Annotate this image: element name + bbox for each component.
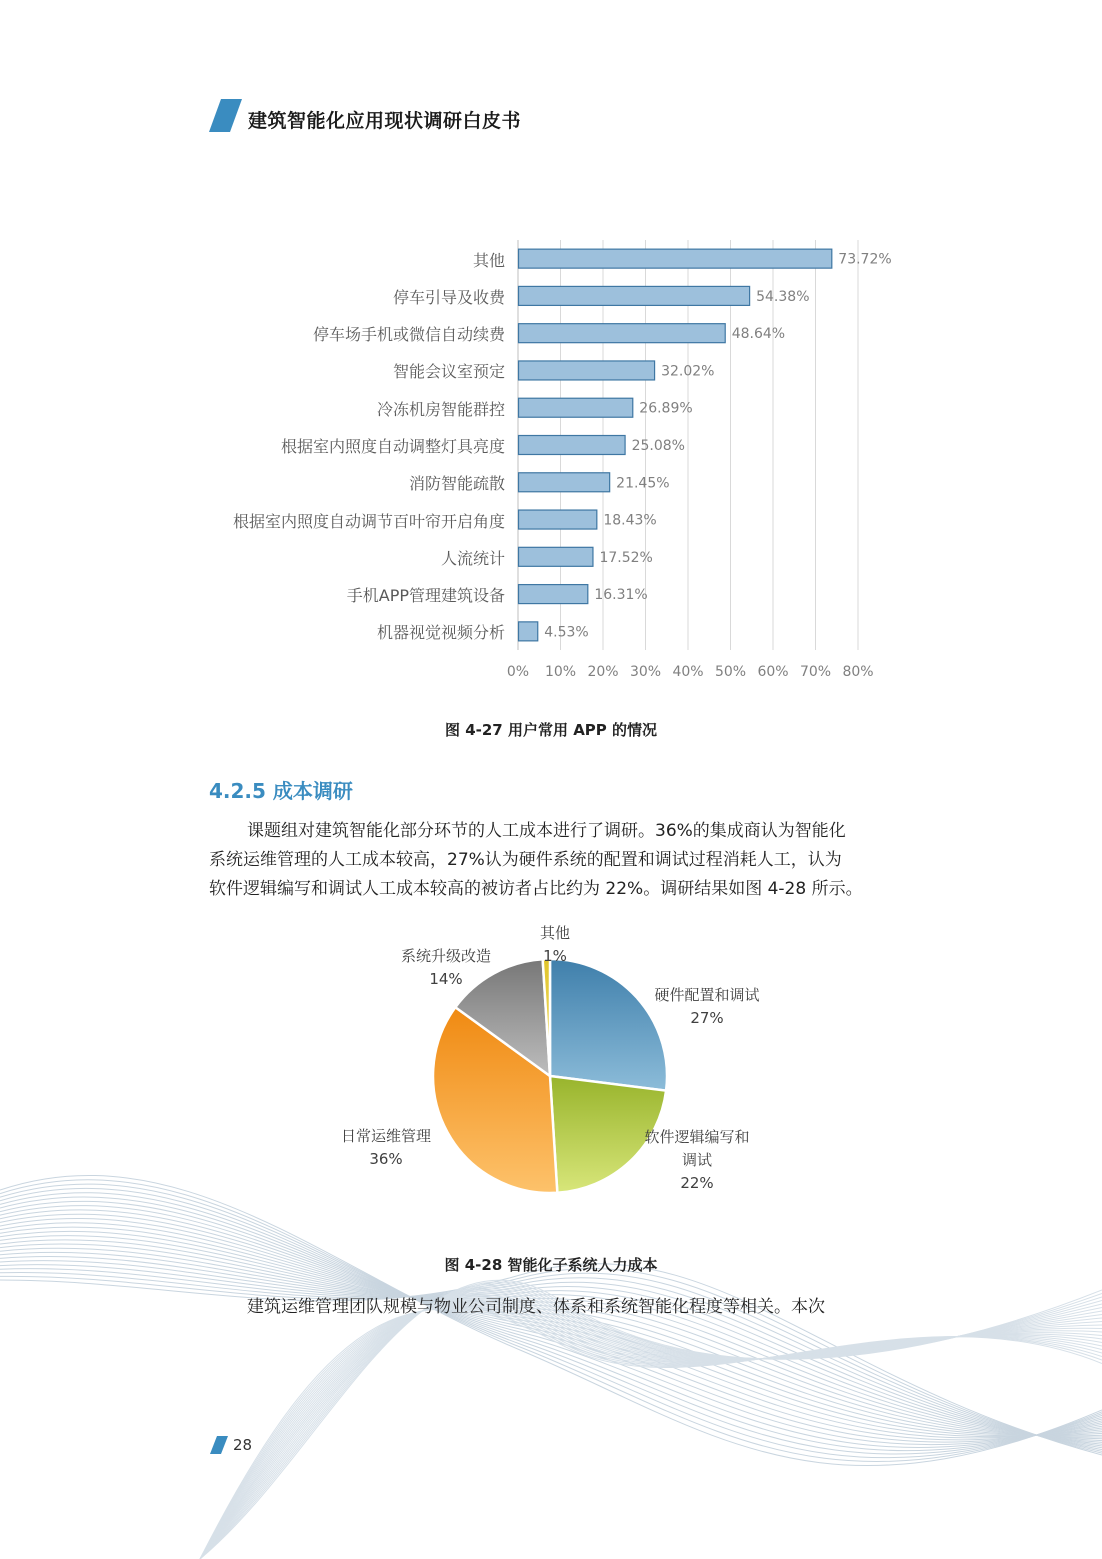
x-tick-label: 50%	[714, 664, 747, 680]
wave-line	[0, 1261, 1102, 1446]
wave-line	[200, 1300, 1102, 1559]
wave-line	[200, 1301, 1102, 1559]
bar	[519, 510, 597, 529]
pie-slice-value-label: 1%	[543, 947, 567, 965]
figure1-caption: 图 4-27 用户常用 APP 的情况	[444, 721, 658, 739]
wave-line	[0, 1206, 1102, 1442]
bar-category-label: 机器视觉视频分析	[376, 623, 505, 643]
bar-category-label: 停车场手机或微信自动续费	[312, 325, 505, 345]
x-tick-label: 80%	[842, 664, 874, 680]
bar-category-label: 根据室内照度自动调节百叶帘开启角度	[232, 511, 505, 531]
bar-value-label: 21.45%	[616, 475, 670, 492]
bar-chart-category-labels	[0, 230, 505, 670]
footer-accent-icon	[210, 1436, 228, 1454]
bar	[519, 436, 626, 455]
pie-slice-label: 硬件配置和调试	[654, 986, 760, 1004]
pie-slice-value-label: 22%	[680, 1174, 714, 1192]
header-accent-icon	[209, 99, 243, 133]
bar-category-label: 智能会议室预定	[392, 362, 505, 382]
pie-slice-value-label: 36%	[369, 1150, 403, 1168]
bar	[519, 249, 832, 268]
bar-category-label: 停车引导及收费	[392, 287, 505, 307]
header-title: 建筑智能化应用现状调研白皮书	[248, 110, 522, 132]
bar-category-label: 其他	[472, 250, 505, 270]
bar-value-label: 25.08%	[631, 438, 685, 454]
bar-value-label: 32.02%	[661, 363, 715, 380]
pie-slice-label: 软件逻辑编写和	[644, 1128, 750, 1146]
wave-line	[200, 1282, 1102, 1559]
paragraph-line-3: 软件逻辑编写和调试人工成本较高的被访者占比约为 22%。调研结果如图 4-28 所示。	[209, 879, 863, 899]
bar	[519, 547, 593, 566]
pie-chart	[300, 915, 820, 1235]
wave-line	[200, 1285, 1102, 1559]
bar-category-label: 手机APP管理建筑设备	[346, 586, 505, 606]
section-heading: 4.2.5 成本调研	[209, 779, 353, 803]
bar-value-label: 4.53%	[544, 624, 589, 641]
bar-value-label: 73.72%	[838, 251, 892, 268]
bar	[519, 473, 610, 492]
bar-category-label: 消防智能疏散	[408, 474, 505, 494]
bar-value-label: 17.52%	[599, 549, 653, 566]
bar-category-label: 冷冻机房智能群控	[376, 399, 505, 419]
wave-line	[0, 1252, 1102, 1442]
x-tick-label: 20%	[587, 664, 619, 680]
bar	[519, 324, 726, 343]
x-tick-label: 70%	[799, 664, 832, 680]
bar-value-label: 18.43%	[603, 512, 657, 529]
x-tick-label: 60%	[757, 664, 789, 680]
bar-category-label: 人流统计	[440, 548, 505, 568]
pie-slice-value-label: 14%	[429, 970, 463, 988]
paragraph-line-2: 系统运维管理的人工成本较高，27%认为硬件系统的配置和调试过程消耗人工，认为	[209, 850, 842, 870]
x-tick-label: 40%	[672, 664, 704, 680]
pie-slice	[550, 959, 667, 1091]
x-tick-label: 30%	[629, 664, 662, 680]
bar-value-label: 48.64%	[731, 326, 786, 343]
bar	[519, 286, 750, 305]
wave-line	[200, 1294, 1102, 1559]
figure2-caption: 图 4-28 智能化子系统人力成本	[444, 1256, 658, 1274]
bar-value-label: 16.31%	[594, 587, 648, 604]
bar-value-label: 54.38%	[756, 288, 810, 305]
bar	[519, 585, 588, 604]
pie-slice-value-label: 27%	[690, 1009, 724, 1027]
paragraph-line-1: 课题组对建筑智能化部分环节的人工成本进行了调研。36%的集成商认为智能化	[247, 821, 846, 841]
pie-slice-label: 日常运维管理	[340, 1127, 432, 1145]
paragraph2: 建筑运维管理团队规模与物业公司制度、体系和系统智能化程度等相关。本次	[247, 1297, 825, 1317]
wave-line	[200, 1289, 1102, 1559]
pie-slice-label: 系统升级改造	[400, 947, 492, 965]
bar	[519, 398, 633, 417]
pie-slice-label: 其他	[539, 924, 571, 942]
bar	[519, 361, 655, 380]
x-tick-label: 0%	[506, 664, 530, 680]
bar	[519, 622, 538, 641]
page-number: 28	[233, 1436, 253, 1454]
bar-category-label: 根据室内照度自动调整灯具亮度	[280, 437, 505, 456]
bar-value-label: 26.89%	[639, 400, 693, 417]
pie-slice-label: 调试	[681, 1151, 713, 1169]
x-tick-label: 10%	[544, 664, 577, 680]
